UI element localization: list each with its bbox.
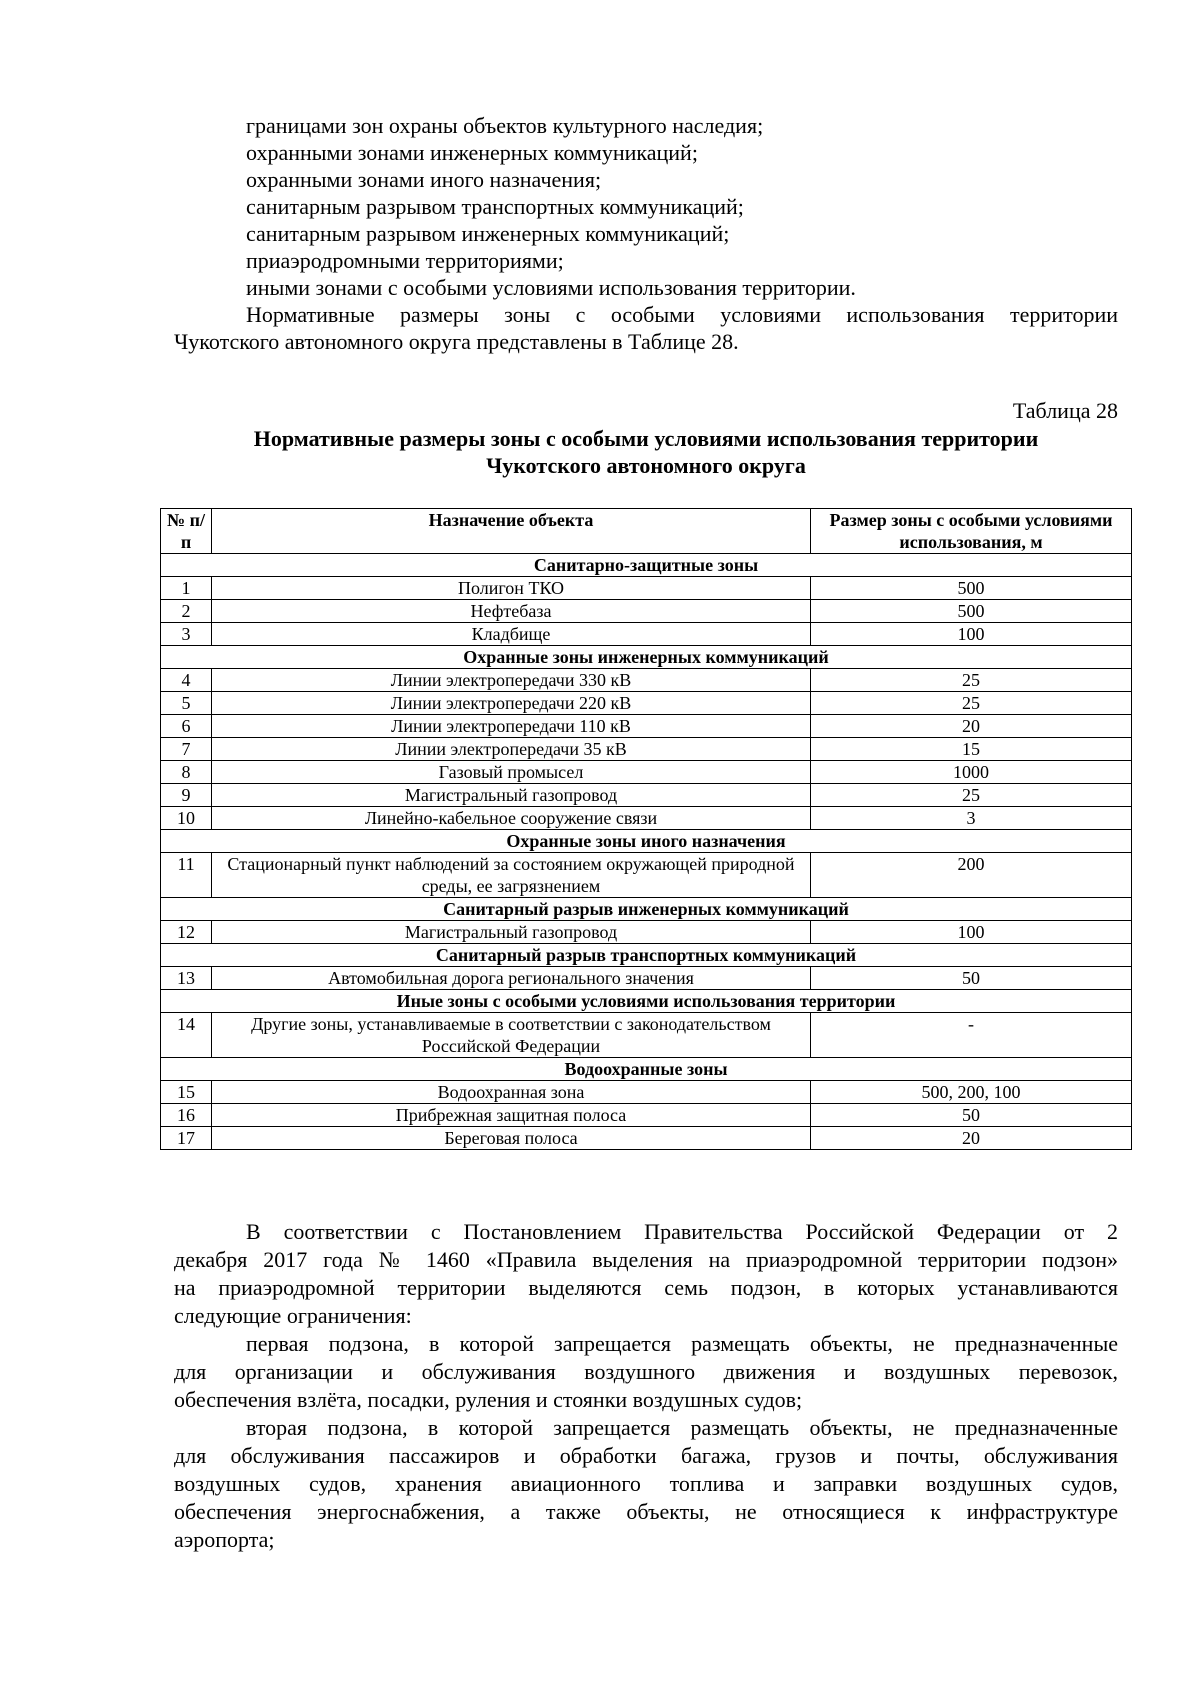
header-num: № п/п: [161, 509, 212, 554]
cell-num: 4: [161, 669, 212, 692]
text-line: для организации и обслуживания воздушного движения и воздушных перевозок,: [174, 1359, 1118, 1384]
section-title: Охранные зоны иного назначения: [161, 830, 1132, 853]
cell-purpose: Стационарный пункт наблюдений за состоянием окружающей природной среды, ее загрязнением: [212, 853, 811, 898]
norms-table: [160, 508, 1132, 1150]
intro-line: иными зонами с особыми условиями использования территории.: [246, 275, 856, 300]
cell-purpose: Линии электропередачи 220 кВ: [212, 692, 811, 715]
cell-num: 10: [161, 807, 212, 830]
table-title-line: Чукотского автономного округа: [486, 453, 806, 478]
table-row: [161, 1104, 1132, 1127]
table-row: [161, 600, 1132, 623]
table-row: [161, 921, 1132, 944]
cell-purpose: Другие зоны, устанавливаемые в соответствии с законодательством Российской Федерации: [212, 1013, 811, 1058]
section-row: [161, 898, 1132, 921]
table-row: [161, 761, 1132, 784]
intro-line: санитарным разрывом транспортных коммуникаций;: [246, 194, 744, 219]
cell-purpose: Кладбище: [212, 623, 811, 646]
text-line: декабря 2017 года № 1460 «Правила выделения на приаэродромной территории подзон»: [174, 1247, 1118, 1272]
cell-size: -: [811, 1013, 1132, 1058]
table-row: [161, 715, 1132, 738]
cell-num: 13: [161, 967, 212, 990]
table-row: [161, 784, 1132, 807]
text-line: первая подзона, в которой запрещается размещать объекты, не предназначенные: [246, 1331, 1118, 1356]
text-line: на приаэродромной территории выделяются семь подзон, в которых устанавливаются: [174, 1275, 1118, 1300]
table-row: [161, 692, 1132, 715]
section-row: [161, 990, 1132, 1013]
cell-purpose: Газовый промысел: [212, 761, 811, 784]
cell-num: 1: [161, 577, 212, 600]
cell-purpose: Линейно-кабельное сооружение связи: [212, 807, 811, 830]
cell-purpose: Береговая полоса: [212, 1127, 811, 1150]
cell-num: 7: [161, 738, 212, 761]
table-title: [174, 425, 1118, 479]
cell-num: 12: [161, 921, 212, 944]
cell-num: 15: [161, 1081, 212, 1104]
cell-size: 25: [811, 669, 1132, 692]
table-title-line: Нормативные размеры зоны с особыми условиями использования территории: [253, 426, 1039, 451]
cell-size: 50: [811, 967, 1132, 990]
cell-num: 14: [161, 1013, 212, 1058]
intro-line: границами зон охраны объектов культурного наследия;: [246, 113, 764, 138]
intro-paragraph-line: Чукотского автономного округа представлены в Таблице 28.: [174, 329, 739, 354]
intro-line: охранными зонами иного назначения;: [246, 167, 602, 192]
section-title: Охранные зоны инженерных коммуникаций: [161, 646, 1132, 669]
cell-purpose: Автомобильная дорога регионального значения: [212, 967, 811, 990]
section-row: [161, 944, 1132, 967]
cell-num: 16: [161, 1104, 212, 1127]
table-row: [161, 1013, 1132, 1058]
cell-size: 20: [811, 715, 1132, 738]
cell-size: 100: [811, 623, 1132, 646]
section-title: Иные зоны с особыми условиями использования территории: [161, 990, 1132, 1013]
table-row: [161, 738, 1132, 761]
cell-size: 200: [811, 853, 1132, 898]
cell-size: 50: [811, 1104, 1132, 1127]
section-row: [161, 554, 1132, 577]
text-line: воздушных судов, хранения авиационного топлива и заправки воздушных судов,: [174, 1471, 1118, 1496]
table-row: [161, 967, 1132, 990]
cell-num: 11: [161, 853, 212, 898]
table-row: [161, 807, 1132, 830]
cell-num: 5: [161, 692, 212, 715]
section-row: [161, 830, 1132, 853]
header-size: Размер зоны с особыми условиями использования, м: [811, 509, 1132, 554]
header-purpose: Назначение объекта: [212, 509, 811, 554]
table-row: [161, 853, 1132, 898]
cell-purpose: Магистральный газопровод: [212, 784, 811, 807]
text-line: обеспечения взлёта, посадки, руления и стоянки воздушных судов;: [174, 1387, 803, 1412]
cell-num: 3: [161, 623, 212, 646]
cell-size: 500: [811, 600, 1132, 623]
text-line: аэропорта;: [174, 1527, 275, 1552]
cell-size: 1000: [811, 761, 1132, 784]
cell-size: 100: [811, 921, 1132, 944]
cell-num: 17: [161, 1127, 212, 1150]
cell-purpose: Линии электропередачи 35 кВ: [212, 738, 811, 761]
cell-size: 25: [811, 784, 1132, 807]
intro-line: санитарным разрывом инженерных коммуникаций;: [246, 221, 730, 246]
table-row: [161, 623, 1132, 646]
cell-purpose: Прибрежная защитная полоса: [212, 1104, 811, 1127]
cell-size: 25: [811, 692, 1132, 715]
cell-purpose: Линии электропередачи 110 кВ: [212, 715, 811, 738]
cell-num: 9: [161, 784, 212, 807]
section-title: Санитарно-защитные зоны: [161, 554, 1132, 577]
intro-list: [174, 112, 1118, 355]
cell-size: 15: [811, 738, 1132, 761]
text-line: следующие ограничения:: [174, 1303, 412, 1328]
cell-purpose: Линии электропередачи 330 кВ: [212, 669, 811, 692]
body-text: [174, 1218, 1118, 1554]
section-title: Санитарный разрыв транспортных коммуникаций: [161, 944, 1132, 967]
cell-purpose: Полигон ТКО: [212, 577, 811, 600]
intro-paragraph-line: Нормативные размеры зоны с особыми условиями использования территории: [246, 302, 1118, 327]
section-row: [161, 1058, 1132, 1081]
cell-num: 6: [161, 715, 212, 738]
cell-size: 500, 200, 100: [811, 1081, 1132, 1104]
table-row: [161, 669, 1132, 692]
text-line: обеспечения энергоснабжения, а также объекты, не относящиеся к инфраструктуре: [174, 1499, 1118, 1524]
section-title: Санитарный разрыв инженерных коммуникаций: [161, 898, 1132, 921]
cell-num: 8: [161, 761, 212, 784]
intro-line: охранными зонами инженерных коммуникаций;: [246, 140, 698, 165]
cell-size: 500: [811, 577, 1132, 600]
cell-size: 3: [811, 807, 1132, 830]
table-row: [161, 577, 1132, 600]
table-row: [161, 1127, 1132, 1150]
cell-purpose: Нефтебаза: [212, 600, 811, 623]
table-caption: Таблица 28: [1012, 398, 1118, 423]
cell-purpose: Водоохранная зона: [212, 1081, 811, 1104]
text-line: вторая подзона, в которой запрещается размещать объекты, не предназначенные: [246, 1415, 1118, 1440]
text-line: для обслуживания пассажиров и обработки багажа, грузов и почты, обслуживания: [174, 1443, 1118, 1468]
table-row: [161, 1081, 1132, 1104]
table-header-row: [161, 509, 1132, 554]
cell-num: 2: [161, 600, 212, 623]
section-title: Водоохранные зоны: [161, 1058, 1132, 1081]
intro-line: приаэродромными территориями;: [246, 248, 564, 273]
section-row: [161, 646, 1132, 669]
text-line: В соответствии с Постановлением Правительства Российской Федерации от 2: [246, 1219, 1118, 1244]
cell-size: 20: [811, 1127, 1132, 1150]
cell-purpose: Магистральный газопровод: [212, 921, 811, 944]
